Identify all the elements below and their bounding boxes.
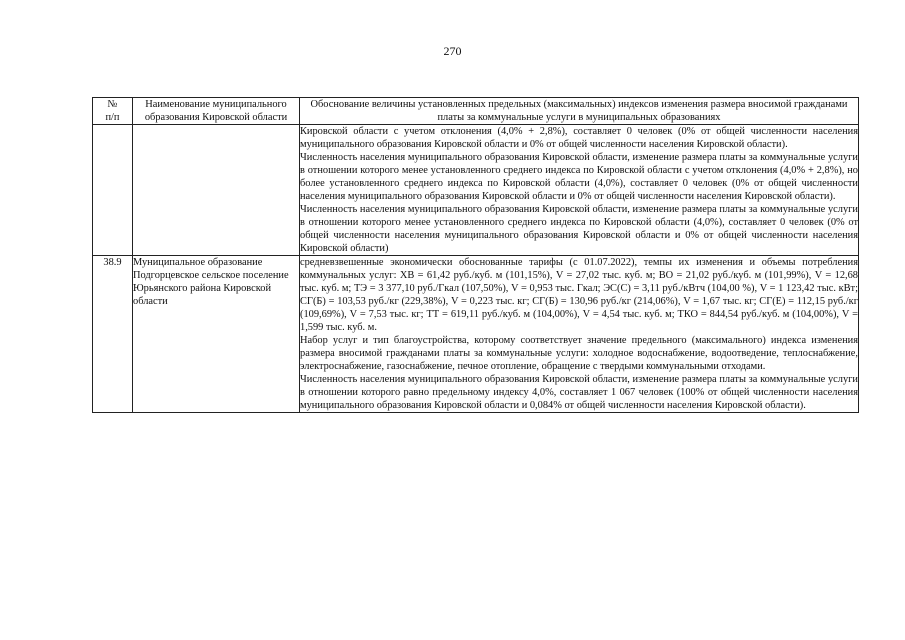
page-number: 270 bbox=[443, 44, 462, 58]
header-municipality-name: Наименование муниципального образования Кировской области bbox=[133, 98, 300, 125]
table-row bbox=[93, 125, 859, 256]
justification-paragraph: Набор услуг и тип благоустройства, которому соответствует значение предельного (максимального) индекса изменения размера вносимой гражданами платы за коммунальные услуги: холодное водоснабжение, водоотведение, теплоснабжение, электроснабжение, газоснабжение, печное отопление, обращение с твердыми коммунальными отходами. bbox=[300, 335, 858, 372]
justification-paragraph: Кировской области с учетом отклонения (4,0% + 2,8%), составляет 0 человек (0% от общей численности населения муниципального образования Кировской области и 0% от общей численности населения Кировской области). bbox=[300, 126, 858, 150]
table-row bbox=[93, 256, 859, 413]
header-justification: Обоснование величины установленных предельных (максимальных) индексов изменения размера вносимой гражданами платы за коммунальные услуги в муниципальных образованиях bbox=[300, 98, 859, 125]
row-municipality-name bbox=[133, 125, 300, 256]
table-header-row bbox=[93, 98, 859, 125]
justification-paragraph: Численность населения муниципального образования Кировской области, изменение размера платы за коммунальные услуги в отношении которого равно предельному индексу 4,0%, составляет 1 067 человек (100% от общей численности населения муниципального образования Кировской области и 0,084% от общей численности населения Кировской области). bbox=[300, 374, 858, 411]
row-justification bbox=[300, 125, 859, 256]
row-justification bbox=[300, 256, 859, 413]
header-number: № п/п bbox=[93, 98, 133, 125]
row-number: 38.9 bbox=[93, 256, 133, 413]
tariff-index-table bbox=[92, 97, 859, 413]
justification-paragraph: Численность населения муниципального образования Кировской области, изменение размера платы за коммунальные услуги в отношении которого менее установленного среднего индекса по Кировской области (4,0%), составляет 0 человек (0% от общей численности населения муниципального образования Кировской области и 0% от общей численности населения Кировской области) bbox=[300, 204, 858, 254]
justification-paragraph: средневзвешенные экономически обоснованные тарифы (с 01.07.2022), темпы их изменения и объемы потребления коммунальных услуг: ХВ = 61,42 руб./куб. м (101,15%), V = 27,02 тыс. куб. м; ВО = 21,02 руб./куб. м (101,99%), V = 12,68 тыс. куб. м; ТЭ = 3 377,10 руб./Гкал (107,50%), V = 0,953 тыс. Гкал; ЭС(С) = 3,11 руб./кВтч (104,00 %), V = 1 123,42 тыс. кВт; СГ(Б) = 103,53 руб./кг (229,38%), V = 0,223 тыс. кг; СГ(Б) = 130,96 руб./кг (214,06%), V = 1,67 тыс. кг; СГ(Е) = 112,15 руб./кг (109,69%), V = 7,53 тыс. кг; ТТ = 619,11 руб./куб. м (104,00%), V = 4,54 тыс. куб. м; ТКО = 844,54 руб./куб. м (104,00%), V = 1,599 тыс. куб. м. bbox=[300, 257, 858, 333]
row-municipality-name: Муниципальное образование Подгорцевское сельское поселение Юрьянского района Кировской области bbox=[133, 256, 300, 413]
row-number bbox=[93, 125, 133, 256]
justification-paragraph: Численность населения муниципального образования Кировской области, изменение размера платы за коммунальные услуги в отношении которого менее установленного среднего индекса по Кировской области с учетом отклонения (4,0% + 2,8%), но более установленного среднего индекса по Кировской области (4,0%), составляет 0 человек (0% от общей численности населения муниципального образования Кировской области и 0% от общей численности населения Кировской области). bbox=[300, 152, 858, 202]
